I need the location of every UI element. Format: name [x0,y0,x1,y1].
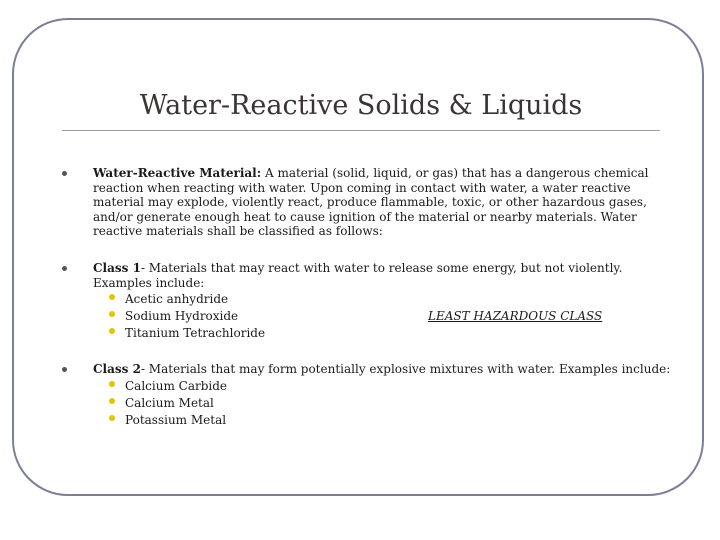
bullet-text: A material (solid, liquid, or gas) that has a dangerous chemical reaction when reacting with water. Upon coming in contact with water, a water reactive material may explode, violently react, produce flammable, toxic, or other hazardous gases, and/or generate enough heat to cause ignition of the material or nearby materials. Water reactive materials shall be classified as follows: [93,166,649,239]
bullet-body [93,261,672,342]
bullet-lead: Class 2 [93,362,141,376]
title-divider [62,130,660,131]
sub-bullet-icon [109,328,115,334]
list-item: Acetic anhydride [93,291,672,308]
bullet-lead: Water-Reactive Material: [93,166,262,180]
sub-bullet-icon [109,415,115,421]
list-item: Titanium Tetrachloride [93,325,672,342]
sub-bullet-icon [109,381,115,387]
sub-bullet-icon [109,294,115,300]
slide-title: Water-Reactive Solids & Liquids [139,90,583,121]
list-item: Sodium Hydroxide [93,308,672,325]
bullet-icon [62,171,67,176]
bullet-icon [62,266,67,271]
least-hazardous-label: LEAST HAZARDOUS CLASS [428,309,603,323]
list-item: Potassium Metal [93,412,672,429]
bullet-body [93,166,672,239]
list-item: Calcium Metal [93,395,672,412]
bullet-text: - Materials that may form potentially explosive mixtures with water. Examples include: [140,362,671,376]
list-item: Calcium Carbide [93,378,672,395]
sub-bullet-icon [109,398,115,404]
bullet-body [93,362,672,429]
bullet-icon [62,367,67,372]
bullet-lead: Class 1 [93,261,141,275]
sub-bullet-icon [109,311,115,317]
bullet-text: - Materials that may react with water to release some energy, but not violently. Examples include: [93,261,623,290]
example-list [93,378,672,429]
